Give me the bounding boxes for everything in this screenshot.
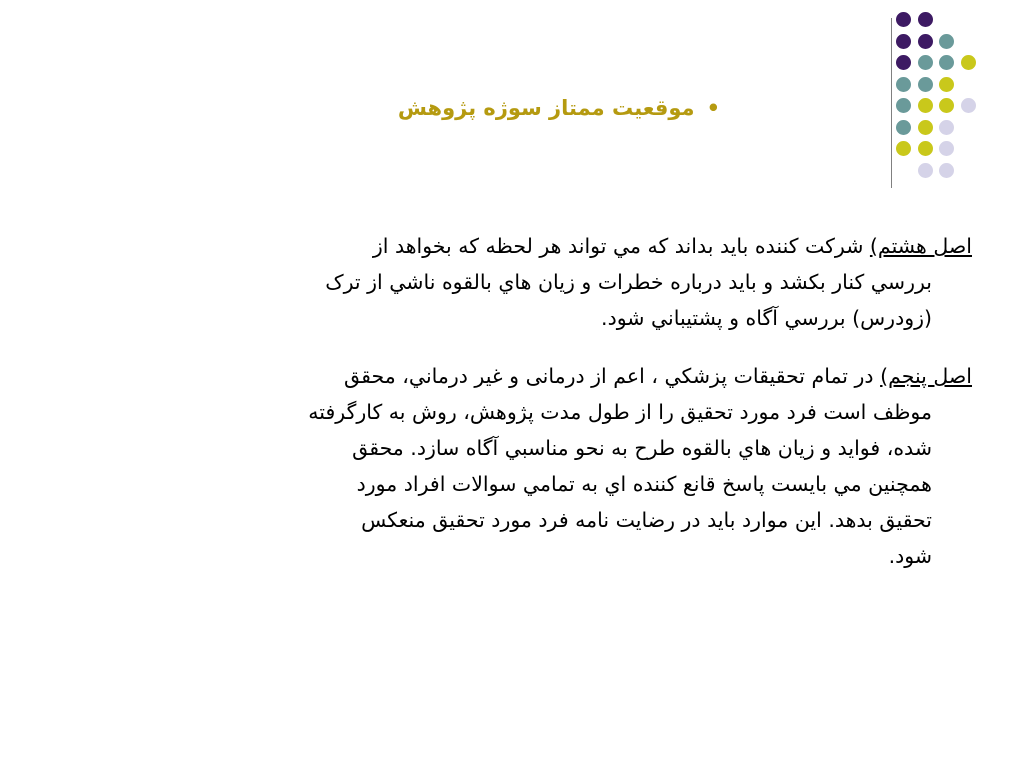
decorative-dot: [896, 98, 911, 113]
decorative-dot: [896, 12, 911, 27]
decorative-dot: [939, 34, 954, 49]
paragraph-principle-8: [84, 228, 972, 336]
paragraph-line: شده، فوايد و زيان هاي بالقوه طرح به نحو مناسبي آگاه سازد. محقق: [352, 436, 932, 460]
decorative-dot: [939, 141, 954, 156]
decorative-dot: [896, 77, 911, 92]
decorative-dot: [939, 77, 954, 92]
decorative-dot: [939, 163, 954, 178]
decorative-dot: [939, 55, 954, 70]
title-text: موقعيت ممتاز سوژه پژوهش: [397, 96, 695, 120]
vertical-divider: [891, 18, 892, 188]
decorative-dot: [961, 55, 976, 70]
paragraph-line: همچنين مي بايست پاسخ قانع كننده اي به تمامي سوالات افراد مورد: [356, 472, 932, 496]
decorative-dot: [961, 98, 976, 113]
slide-body: [84, 228, 972, 596]
decorative-dot: [918, 141, 933, 156]
paragraph-line: موظف است فرد مورد تحقيق را از طول مدت پژوهش، روش به كارگرفته: [308, 400, 932, 424]
paragraph-line: تحقيق بدهد. اين موارد بايد در رضايت نامه فرد مورد تحقيق منعكس: [361, 508, 932, 532]
line-text: در تمام تحقيقات پزشکي ، اعم از درمانی و غير درماني، محقق: [344, 364, 881, 388]
decorative-dot: [939, 98, 954, 113]
decorative-dot: [896, 55, 911, 70]
decorative-dot: [918, 163, 933, 178]
paragraph-label: اصل پنجم): [880, 364, 972, 388]
decorative-dot: [918, 98, 933, 113]
decorative-dot: [918, 34, 933, 49]
decorative-dot: [896, 34, 911, 49]
paragraph-principle-5: [84, 358, 972, 574]
decorative-dot: [918, 12, 933, 27]
decorative-dot: [939, 120, 954, 135]
decorative-dot-grid: [896, 12, 1006, 172]
paragraph-line: شود.: [888, 544, 932, 568]
title-bullet: •: [706, 96, 720, 120]
paragraph-line: [84, 358, 972, 394]
line-text: شركت كننده بايد بداند كه مي تواند هر لحظه كه بخواهد از: [372, 234, 870, 258]
decorative-dot: [896, 120, 911, 135]
decorative-dot: [918, 77, 933, 92]
paragraph-label: اصل هشتم): [869, 234, 972, 258]
decorative-dot: [918, 120, 933, 135]
decorative-dot: [896, 141, 911, 156]
paragraph-line: (زودرس) بررسي آگاه و پشتيباني شود.: [601, 306, 932, 330]
slide-title: [398, 96, 720, 120]
paragraph-line: بررسي كنار بكشد و بايد درباره خطرات و زيان هاي بالقوه ناشي از ترک: [325, 270, 932, 294]
paragraph-line: [84, 228, 972, 264]
decorative-dot: [918, 55, 933, 70]
